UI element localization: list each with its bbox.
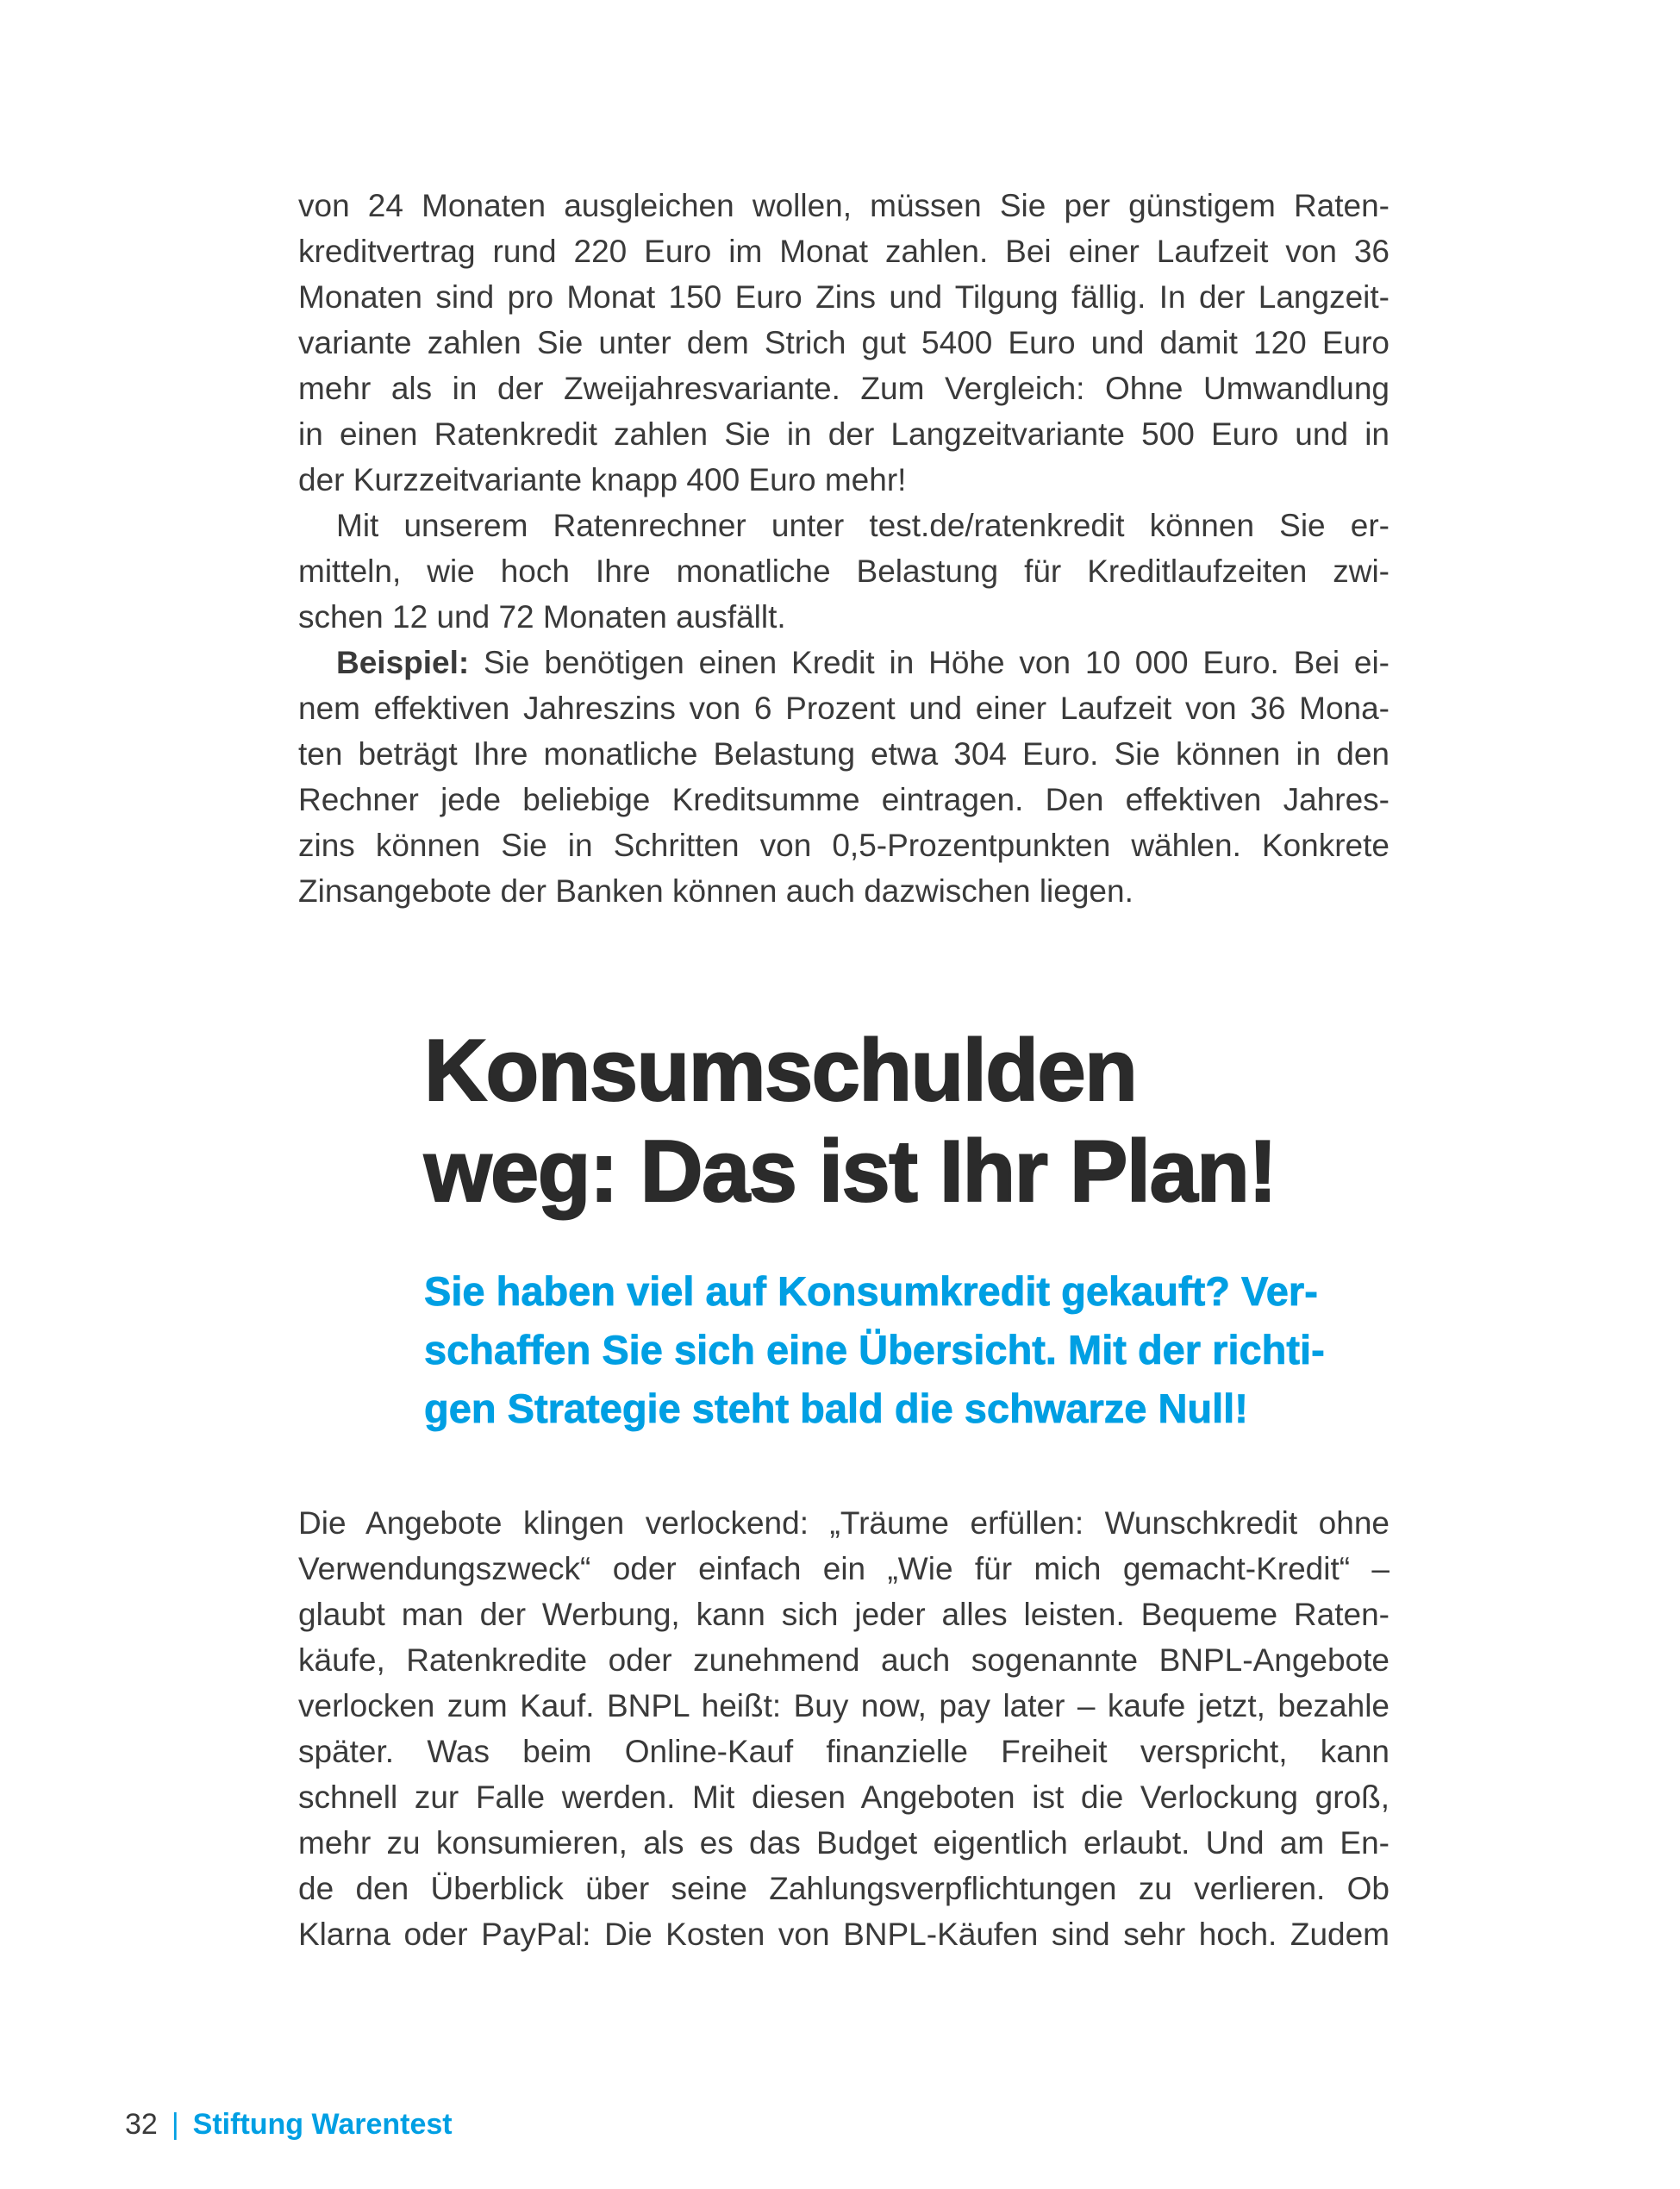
intro-paragraphs	[298, 183, 1390, 914]
text-line: später. Was beim Online-Kauf finanzielle Freiheit verspricht, kann	[298, 1734, 1390, 1769]
paragraph	[298, 183, 1390, 503]
text-line: nem effektiven Jahreszins von 6 Prozent und einer Laufzeit von 36 Mona-	[298, 691, 1390, 726]
paragraph	[298, 503, 1390, 640]
text-line: schnell zur Falle werden. Mit diesen Angeboten ist die Verlockung groß,	[298, 1779, 1390, 1815]
text-line: Monaten sind pro Monat 150 Euro Zins und Tilgung fällig. In der Langzeit-	[298, 279, 1390, 315]
text-line: de den Überblick über seine Zahlungsverpflichtungen zu verlieren. Ob	[298, 1871, 1390, 1906]
text-line: variante zahlen Sie unter dem Strich gut 5400 Euro und damit 120 Euro	[298, 325, 1390, 360]
text-line: käufe, Ratenkredite oder zunehmend auch sogenannte BNPL-Angebote	[298, 1642, 1390, 1678]
text-line: in einen Ratenkredit zahlen Sie in der Langzeitvariante 500 Euro und in	[298, 416, 1390, 452]
text-line: Klarna oder PayPal: Die Kosten von BNPL-Käufen sind sehr hoch. Zudem	[298, 1917, 1390, 1952]
text-line: mehr zu konsumieren, als es das Budget eigentlich erlaubt. Und am En-	[298, 1825, 1390, 1861]
text-line: Verwendungszweck“ oder einfach ein „Wie für mich gemacht-Kredit“ –	[298, 1551, 1390, 1586]
subheading-line: Sie haben viel auf Konsumkredit gekauft? Ver-	[424, 1268, 1318, 1314]
text-line: glaubt man der Werbung, kann sich jeder alles leisten. Bequeme Raten-	[298, 1597, 1390, 1632]
bold-lead: Beispiel:	[336, 645, 470, 680]
text-line: mehr als in der Zweijahresvariante. Zum Vergleich: Ohne Umwandlung	[298, 371, 1390, 406]
text-line: Rechner jede beliebige Kreditsumme eintragen. Den effektiven Jahres-	[298, 782, 1390, 817]
text-line: Beispiel: Sie benötigen einen Kredit in Höhe von 10 000 Euro. Bei ei-	[336, 645, 1390, 680]
heading-line: Konsumschulden	[424, 1023, 1137, 1119]
section-heading	[424, 1021, 1390, 1223]
subheading-line: schaffen Sie sich eine Übersicht. Mit der richti-	[424, 1327, 1325, 1373]
text-line: Zinsangebote der Banken können auch dazwischen liegen.	[298, 873, 1134, 909]
text-line: schen 12 und 72 Monaten ausfällt.	[298, 599, 786, 635]
text-line: kreditvertrag rund 220 Euro im Monat zahlen. Bei einer Laufzeit von 36	[298, 234, 1390, 269]
footer-separator: |	[171, 2108, 179, 2141]
text-line: zins können Sie in Schritten von 0,5-Prozentpunkten wählen. Konkrete	[298, 828, 1390, 863]
page-footer	[125, 2107, 453, 2142]
section-subheading	[424, 1262, 1390, 1438]
brand-name: Stiftung Warentest	[192, 2108, 453, 2141]
text-line: verlocken zum Kauf. BNPL heißt: Buy now, pay later – kaufe jetzt, bezahle	[298, 1688, 1390, 1723]
paragraph	[298, 640, 1390, 914]
article-column	[298, 183, 1390, 1957]
body-paragraph	[298, 1500, 1390, 1957]
heading-line: weg: Das ist Ihr Plan!	[424, 1123, 1277, 1220]
text-line: von 24 Monaten ausgleichen wollen, müssen Sie per günstigem Raten-	[298, 188, 1390, 223]
text-line: Mit unserem Ratenrechner unter test.de/ratenkredit können Sie er-	[336, 508, 1390, 543]
text-line: ten beträgt Ihre monatliche Belastung etwa 304 Euro. Sie können in den	[298, 736, 1390, 772]
subheading-line: gen Strategie steht bald die schwarze Null!	[424, 1385, 1248, 1431]
text-line: mitteln, wie hoch Ihre monatliche Belastung für Kreditlaufzeiten zwi-	[298, 554, 1390, 589]
text-line: der Kurzzeitvariante knapp 400 Euro mehr!	[298, 462, 907, 497]
page-number: 32	[125, 2108, 158, 2141]
text-line: Die Angebote klingen verlockend: „Träume erfüllen: Wunschkredit ohne	[298, 1505, 1390, 1541]
